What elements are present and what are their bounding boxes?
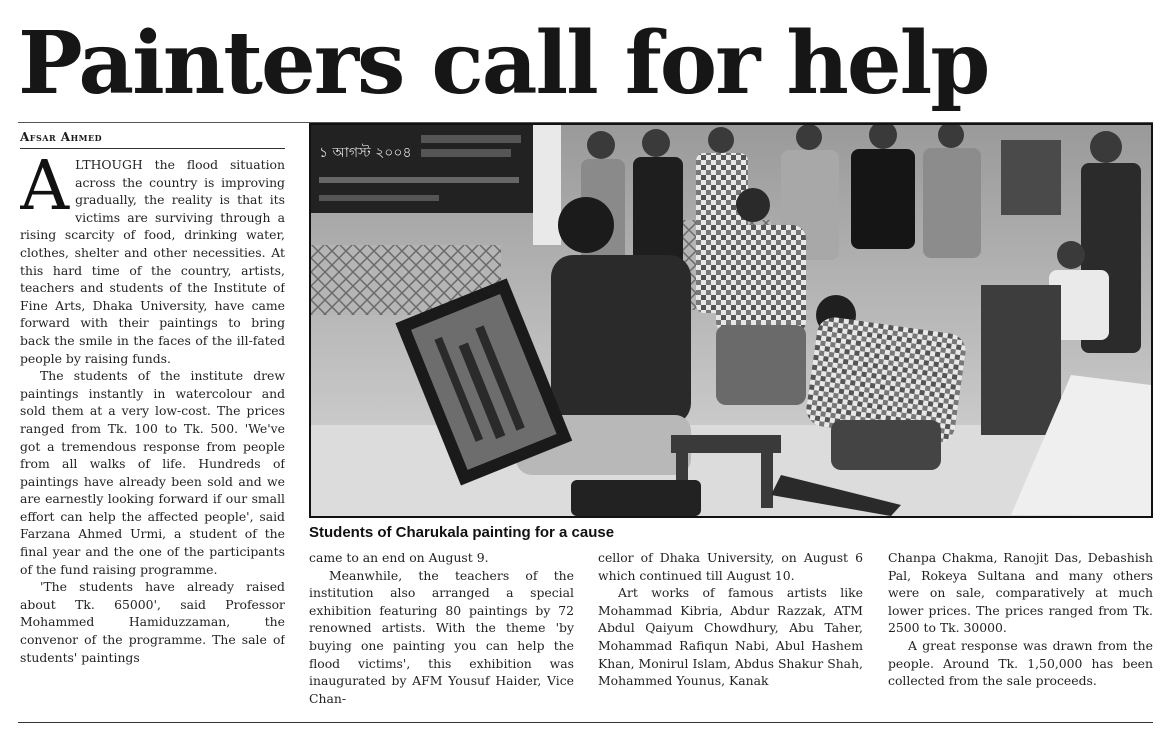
news-photo — [309, 123, 1153, 518]
article-column-1 — [20, 156, 285, 716]
banner-text: ১ আগস্ট ২০০৪ — [319, 145, 412, 161]
paragraph: A great response was drawn from the people. Around Tk. 1,50,000 has been collected from the sale proceeds. — [888, 637, 1153, 689]
paragraph: The students of the institute drew paintings instantly in watercolour and sold them at a very low-cost. The prices ranged from Tk. 100 to Tk. 500. 'We've got a tremendous response from people from all walks of life. Hundreds of paintings have already been sold and we are earnestly looking forward if our small effort can help the affected people', said Farzana Ahmed Urmi, a student of the final year and the one of the participants of the fund raising programme. — [20, 368, 285, 577]
painting-scene-illustration — [311, 125, 1151, 516]
paragraph: 'The students have already raised about Tk. 65000', said Professor Mohammed Hamiduzzaman, the convenor of the programme. The sale of students' paintings — [20, 579, 285, 665]
byline: Afsar Ahmed — [20, 130, 103, 144]
article-column-3 — [598, 549, 863, 717]
article-column-2 — [309, 549, 574, 717]
photo-caption: Students of Charukala painting for a cause — [309, 524, 615, 541]
byline-rule — [20, 148, 285, 149]
paragraph: Meanwhile, the teachers of the institution also arranged a special exhibition featuring 80 paintings by 72 renowned artists. With the theme 'by buying one painting you can help the flood victims', this exhibition was inaugurated by AFM Yousuf Haider, Vice Chan- — [309, 567, 574, 706]
bottom-rule — [18, 722, 1153, 723]
article-column-4 — [888, 549, 1153, 717]
paragraph: Chanpa Chakma, Ranojit Das, Debashish Pal, Rokeya Sultana and many others were on sale, comparatively at much lower prices. The prices ranged from Tk. 2500 to Tk. 30000. — [888, 550, 1153, 636]
paragraph: came to an end on August 9. — [309, 550, 489, 565]
headline: Painters call for help — [18, 13, 989, 114]
paragraph: LTHOUGH the flood situation across the country is improving gradually, the reality is that its victims are surviving through a rising scarcity of food, drinking water, clothes, shelter and other necessities. At this hard time of the country, artists, teachers and students of the Institute of Fine Arts, Dhaka University, have came forward with their paintings to bring back the smile in the faces of the ill-fated people by raising funds. — [20, 157, 285, 366]
paragraph: cellor of Dhaka University, on August 6 which continued till August 10. — [598, 550, 863, 583]
drop-cap: A — [20, 156, 70, 226]
paragraph: Art works of famous artists like Mohammad Kibria, Abdur Razzak, ATM Abdul Qaiyum Chowdhury, Abu Taher, Mohammad Rafiqun Nabi, Abul Hashem Khan, Monirul Islam, Abdus Shakur Shah, Mohammed Younus, Kanak — [598, 585, 863, 689]
